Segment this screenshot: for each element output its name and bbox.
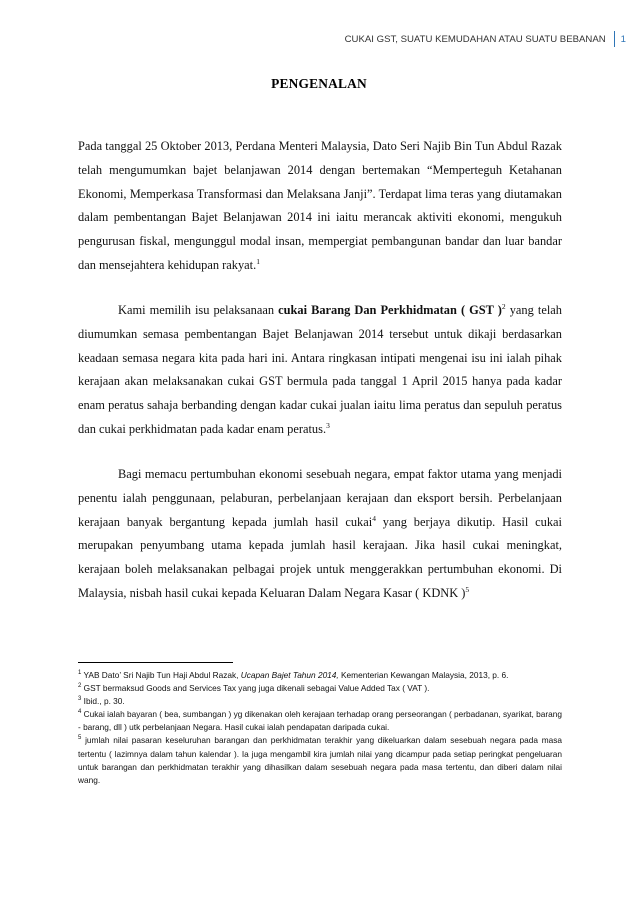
- footnote-text: Cukai ialah bayaran ( bea, sumbangan ) yg dikenakan oleh kerajaan terhadap orang perseorangan ( perbadanan, syarikat, barang - barang, dll ) utk perbelanjaan Negara. Hasil cukai ialah pendapatan daripada cukai.: [78, 709, 562, 733]
- footnote-text: Ibid., p. 30.: [83, 696, 125, 707]
- section-title: PENGENALAN: [271, 76, 367, 91]
- footnote-text: GST bermaksud Goods and Services Tax yang juga dikenali sebagai Value Added Tax ( VAT ).: [83, 683, 430, 694]
- paragraph-1: [78, 135, 562, 278]
- header-separator: [614, 31, 615, 47]
- header-title: CUKAI GST, SUATU KEMUDAHAN ATAU SUATU BEBANAN: [344, 33, 606, 45]
- paragraph-3: [78, 463, 562, 606]
- footnote-ref-3: 3: [326, 420, 330, 430]
- footnote-number: 1: [78, 670, 82, 677]
- footnote-italic-title: Ucapan Bajet Tahun 2014,: [240, 670, 339, 680]
- paragraph-3-text-end: yang berjaya dikutip. Hasil cukai merupakan penyumbang utama kepada jumlah hasil kerajaan. Jika hasil cukai meningkat, kerajaan boleh melaksanakan pelbagai projek untuk menggerakkan pertumbuhan ekonomi. Di Malaysia, nisbah hasil cukai kepada Keluaran Dalam Negara Kasar ( KDNK ): [78, 514, 562, 600]
- footnote-ref-5: 5: [465, 584, 470, 594]
- page-number: 1: [620, 33, 626, 45]
- footnote-4: [78, 708, 562, 734]
- footnote-5: [78, 734, 562, 786]
- footnote-divider: [78, 662, 233, 663]
- footnote-number: 3: [78, 696, 82, 703]
- footnote-number: 5: [78, 735, 82, 742]
- footnote-text: YAB Dato’ Sri Najib Tun Haji Abdul Razak,: [83, 670, 241, 680]
- footnote-number: 2: [78, 683, 82, 690]
- footnote-number: 4: [78, 709, 82, 716]
- paragraph-2: [78, 299, 562, 442]
- footnote-1: [78, 669, 562, 682]
- footnote-text: jumlah nilai pasaran keseluruhan barangan dan perkhidmatan terakhir yang dikeluarkan dalam sesebuah negara pada masa tertentu ( lazimnya dalam tahun kalendar ). Ia juga mengambil kira jumlah nilai yang dicampur pada setiap peringkat pengeluaran untuk barangan dan perkhidmatan terakhir yang dihasilkan dalam sesebuah negara pada masa tertentu, dan diberi dalam nilai wang.: [78, 735, 562, 785]
- footnote-ref-1: 1: [256, 256, 260, 266]
- page-header: [345, 31, 626, 47]
- paragraph-3-text-start: Bagi memacu pertumbuhan ekonomi sesebuah negara, empat faktor utama yang menjadi penentu ialah penggunaan, pelaburan, perbelanjaan kerajaan dan eksport bersih. Perbelanjaan kerajaan banyak bergantung kepada jumlah hasil cukai: [78, 467, 562, 529]
- footnote-3: [78, 695, 562, 708]
- footnote-text-end: Kementerian Kewangan Malaysia, 2013, p. 6.: [338, 670, 509, 680]
- paragraph-2-text-end: yang telah diumumkan semasa pembentangan Bajet Belanjawan 2014 tersebut untuk dikaji berdasarkan keadaan semasa negara kita pada hari ini. Antara ringkasan intipati mengenai isu ini ialah pihak kerajaan akan melaksanakan cukai GST bermula pada tanggal 1 April 2015 hanya pada kadar enam peratus sahaja berbanding dengan kadar cukai jualan iaitu lima peratus dan sepuluh peratus dan cukai perkhidmatan pada kadar enam peratus.: [78, 303, 562, 436]
- paragraph-2-bold-term: cukai Barang Dan Perkhidmatan ( GST ): [278, 303, 502, 317]
- footnote-2: [78, 682, 562, 695]
- paragraph-1-text: Pada tanggal 25 Oktober 2013, Perdana Menteri Malaysia, Dato Seri Najib Bin Tun Abdul Razak telah mengumumkan bajet belanjawan 2014 dengan bertemakan “Memperteguh Ketahanan Ekonomi, Memperkasa Transformasi dan Melaksana Janji”. Terdapat lima teras yang diutamakan dalam pembentangan Bajet Belanjawan 2014 ini iaitu merancak aktiviti ekonomi, mengukuh pengurusan fiskal, mengunggul modal insan, mempergiat pembangunan bandar dan luar bandar dan mensejahtera kehidupan rakyat.: [78, 139, 562, 272]
- footnote-ref-2: 2: [501, 301, 506, 311]
- footnote-ref-4: 4: [372, 513, 376, 523]
- footnotes: [78, 669, 562, 787]
- paragraph-2-text-start: Kami memilih isu pelaksanaan: [118, 303, 279, 317]
